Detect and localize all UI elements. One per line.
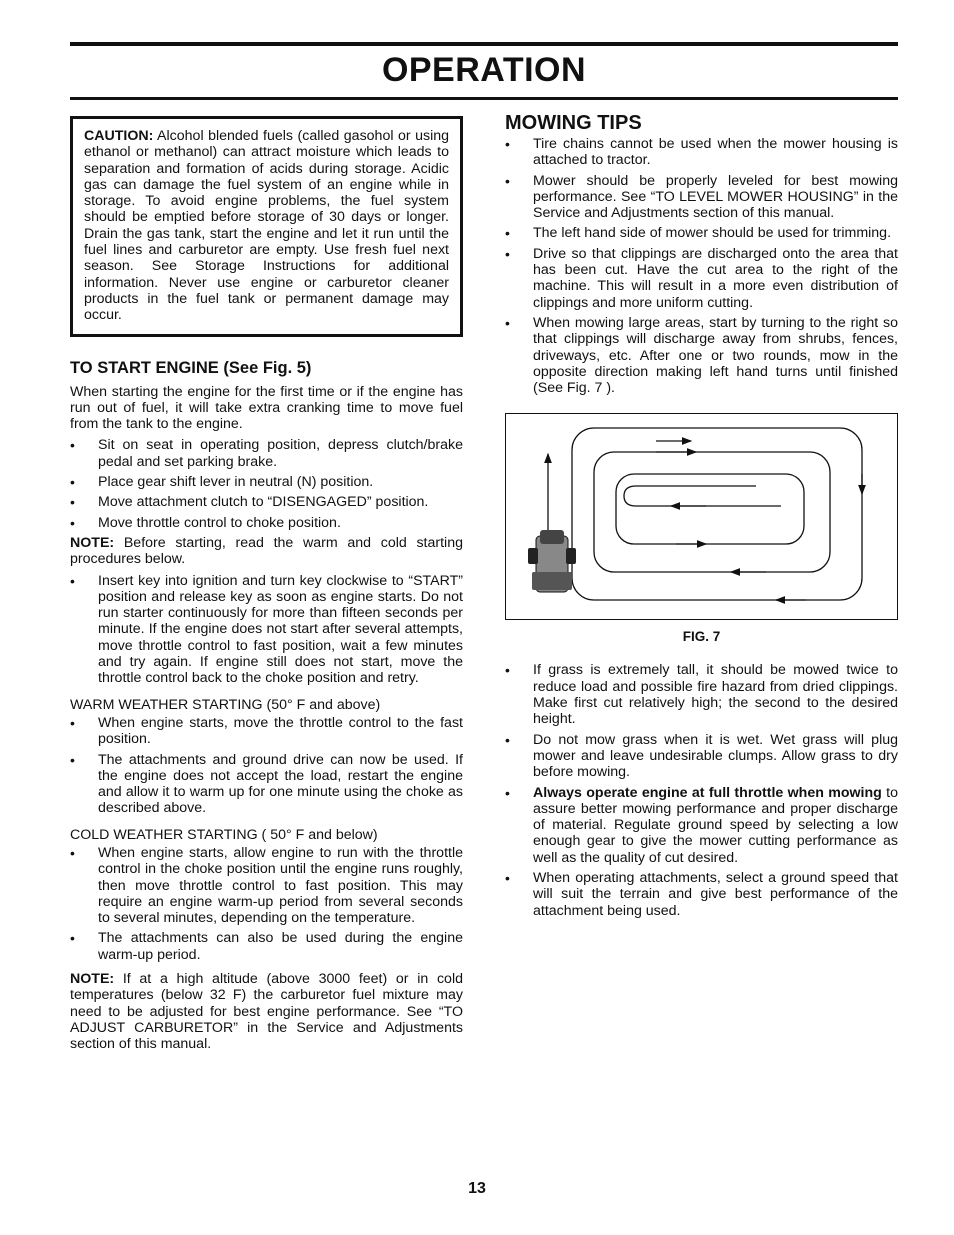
tractor-icon	[528, 530, 576, 592]
note-label: NOTE:	[70, 534, 115, 551]
list-item: • The attachments can also be used during the engine warm-up period.	[70, 930, 463, 963]
third-mowing-path	[616, 474, 804, 544]
tip-rest: to assure better mowing performance and proper discharge of material. Regulate ground speed by selecting a low enough gear to give the mower cutting performance as well as the quality of cut desired.	[533, 784, 898, 866]
list-item: • Tire chains cannot be used when the mower housing is attached to tractor.	[505, 136, 898, 169]
list-item: • Mower should be properly leveled for best mowing performance. See “TO LEVEL MOWER HOUSING” in the Service and Adjustments section of this manual.	[505, 173, 898, 222]
note-label: NOTE:	[70, 971, 115, 988]
note-text: Before starting, read the warm and cold starting procedures below.	[70, 534, 463, 568]
start-engine-heading: TO START ENGINE (See Fig. 5)	[70, 358, 312, 377]
list-item: • Place gear shift lever in neutral (N) position.	[70, 474, 463, 490]
right-column	[505, 112, 898, 923]
list-item: • When engine starts, allow engine to run with the throttle control in the choke position until the engine runs roughly, then move throttle control to fast position. This may require an engine warm-up period from several seconds to several minutes, depending on the temperature.	[70, 845, 463, 926]
fig-caption: FIG. 7	[682, 629, 721, 645]
inner-mowing-path	[624, 486, 781, 506]
mowing-tips-list-2	[505, 662, 898, 918]
list-item: • Insert key into ignition and turn key clockwise to “START” position and release key as soon as engine starts. Do not run starter continuously for more than fifteen seconds per minute. If the engine does not start after several attempts, move throttle control to fast position, wait a few minutes and try again. If engine still does not start, move the throttle control back to the choke position and retry.	[70, 573, 463, 687]
page-number: 13	[468, 1180, 486, 1197]
caution-paragraph	[84, 128, 449, 324]
list-item: • Drive so that clippings are discharged onto the area that has been cut. Have the cut area to the right of the machine. This will result in a more even distribution of clippings and more uniform cutting.	[505, 246, 898, 311]
list-item: • When mowing large areas, start by turning to the right so that clippings will discharge away from shrubs, fences, driveways, etc. After one or two rounds, mow in the opposite direction making left hand turns until finished (See Fig. 7 ).	[505, 315, 898, 396]
fig7-mowing-pattern	[505, 413, 898, 620]
mowing-pattern-diagram	[506, 414, 896, 616]
page-title: OPERATION	[381, 51, 587, 89]
list-item: • When engine starts, move the throttle control to the fast position.	[70, 715, 463, 748]
caution-box	[70, 116, 463, 337]
warm-weather-heading: WARM WEATHER STARTING (50° F and above)	[70, 696, 381, 713]
mowing-tips-heading: MOWING TIPS	[505, 112, 642, 134]
start-steps-list	[70, 437, 463, 530]
list-item: • The attachments and ground drive can now be used. If the engine does not accept the load, restart the engine and allow it to warm up for one minute using the choke as described above.	[70, 752, 463, 817]
header-rule-top	[70, 42, 898, 46]
mowing-tips-list	[505, 136, 898, 396]
list-item: • Do not mow grass when it is wet. Wet grass will plug mower and leave undesirable clumps. Allow grass to dry before mowing.	[505, 732, 898, 781]
list-item: • Sit on seat in operating position, depress clutch/brake pedal and set parking brake.	[70, 437, 463, 470]
cold-steps-list	[70, 845, 463, 963]
list-item: • Move throttle control to choke position.	[70, 515, 463, 531]
header-rule-bottom	[70, 97, 898, 100]
start-engine-intro: When starting the engine for the first time or if the engine has run out of fuel, it will take extra cranking time to move fuel from the tank to the engine.	[70, 383, 463, 433]
cold-weather-heading: COLD WEATHER STARTING ( 50° F and below)	[70, 826, 378, 843]
altitude-note	[70, 971, 463, 1052]
list-item: • Move attachment clutch to “DISENGAGED” position.	[70, 494, 463, 510]
list-item	[505, 785, 898, 866]
list-item: • The left hand side of mower should be used for trimming.	[505, 225, 898, 241]
second-mowing-path	[594, 452, 830, 572]
warm-steps-list	[70, 715, 463, 817]
list-item: • If grass is extremely tall, it should be mowed twice to reduce load and possible fire hazard from dried clippings. Make first cut relatively high; the second to the desired height.	[505, 662, 898, 727]
key-step-list	[70, 573, 463, 687]
list-item: • When operating attachments, select a ground speed that will suit the terrain and give best performance of the attachment being used.	[505, 870, 898, 919]
bold-tip: Always operate engine at full throttle when mowing	[533, 784, 882, 801]
note-text: If at a high altitude (above 3000 feet) or in cold temperatures (below 32 F) the carburetor fuel mixture may need to be adjusted for best engine performance. See “TO ADJUST CARBURETOR” in the Service and Adjustments section of this manual.	[70, 971, 463, 1053]
start-note	[70, 535, 463, 568]
left-column	[70, 116, 463, 1053]
caution-label: CAUTION:	[84, 128, 154, 144]
caution-text: Alcohol blended fuels (called gasohol or using ethanol or methanol) can attract moisture which leads to separation and formation of acids during storage. Acidic gas can damage the fuel system of an engine while in storage. To avoid engine problems, the fuel system should be emptied before storage of 30 days or longer. Drain the gas tank, start the engine and let it run until the fuel lines and carburetor are empty. Use fresh fuel next season. See Storage Instructions for additional information. Never use engine or carburetor cleaner products in the fuel tank or permanent damage may occur.	[84, 128, 449, 324]
